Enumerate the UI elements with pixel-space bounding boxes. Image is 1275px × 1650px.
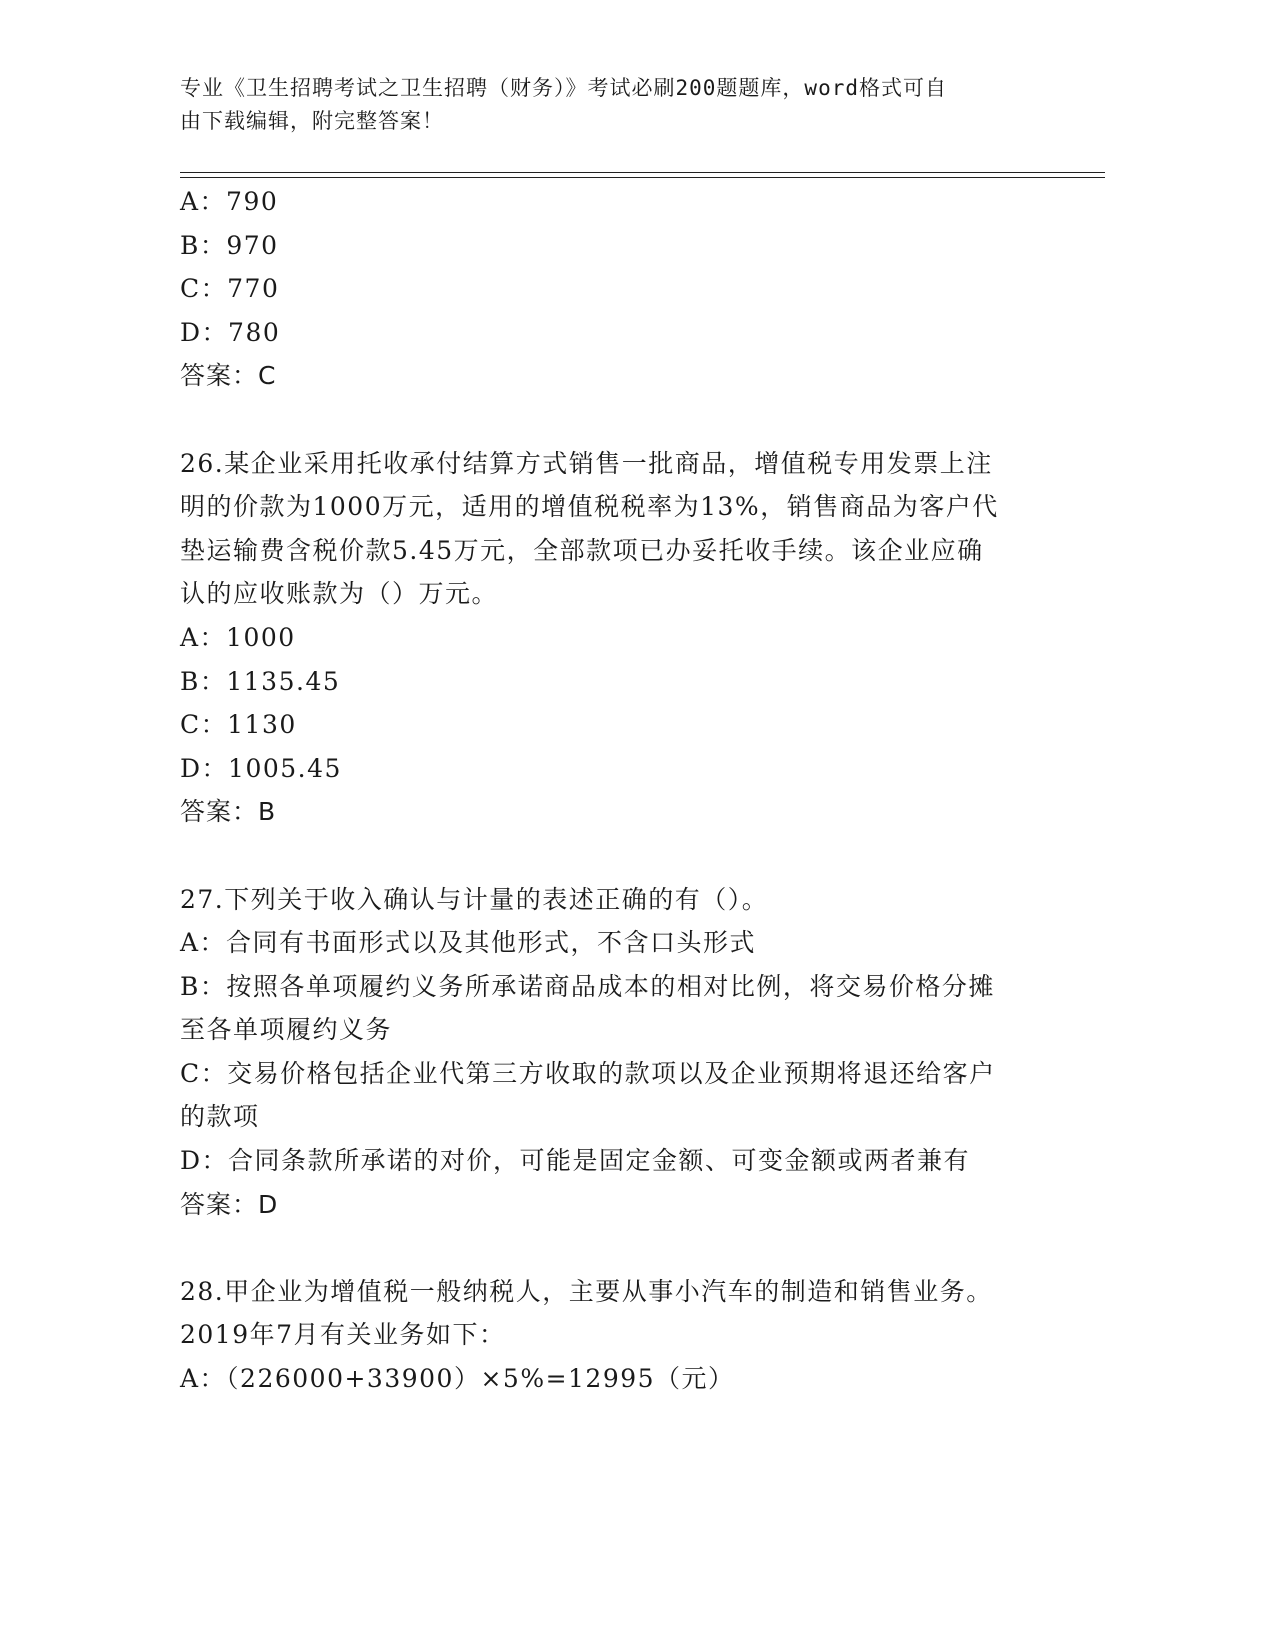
option-c-continued: 的款项 xyxy=(180,1102,260,1132)
question-content xyxy=(180,180,1060,1401)
option-c: C：1130 xyxy=(180,710,297,740)
option-b: B：按照各单项履约义务所承诺商品成本的相对比例，将交易价格分摊 xyxy=(180,971,995,1001)
option-d: D：1005.45 xyxy=(180,753,342,783)
option-a: A：合同有书面形式以及其他形式，不含口头形式 xyxy=(180,928,757,958)
spacer xyxy=(180,398,1060,442)
question-stem-line: 28.甲企业为增值税一般纳税人，主要从事小汽车的制造和销售业务。 xyxy=(180,1276,993,1306)
question-28 xyxy=(180,1270,1060,1401)
header-line-2: 由下载编辑，附完整答案！ xyxy=(180,109,444,133)
question-27 xyxy=(180,878,1060,1227)
header-divider-top xyxy=(180,172,1105,173)
spacer xyxy=(180,1226,1060,1270)
option-c: C：770 xyxy=(180,274,280,304)
question-stem-line: 2019年7月有关业务如下： xyxy=(180,1320,506,1350)
answer-line: 答案：C xyxy=(180,361,277,391)
document-header xyxy=(180,72,1030,138)
option-b: B：970 xyxy=(180,230,279,260)
answer-line: 答案：D xyxy=(180,1189,279,1219)
option-c: C：交易价格包括企业代第三方收取的款项以及企业预期将退还给客户 xyxy=(180,1058,996,1088)
option-d: D：780 xyxy=(180,317,281,347)
option-b-continued: 至各单项履约义务 xyxy=(180,1015,393,1045)
question-26 xyxy=(180,442,1060,834)
option-d: D：合同条款所承诺的对价，可能是固定金额、可变金额或两者兼有 xyxy=(180,1146,971,1176)
question-stem-line: 认的应收账款为（）万元。 xyxy=(180,579,499,609)
option-a: A：1000 xyxy=(180,622,296,652)
option-b: B：1135.45 xyxy=(180,666,341,696)
option-a: A：790 xyxy=(180,187,279,216)
question-stem-line: 27.下列关于收入确认与计量的表述正确的有（）。 xyxy=(180,884,769,914)
header-line-1: 专业《卫生招聘考试之卫生招聘（财务）》考试必刷200题题库，word格式可自 xyxy=(180,76,947,100)
option-a: A：（226000+33900）×5%=12995（元） xyxy=(180,1364,735,1394)
question-25 xyxy=(180,180,1060,398)
question-stem-line: 明的价款为1000万元，适用的增值税税率为13%，销售商品为客户代 xyxy=(180,492,999,522)
spacer xyxy=(180,834,1060,878)
answer-line: 答案：B xyxy=(180,797,277,827)
question-stem-line: 垫运输费含税价款5.45万元，全部款项已办妥托收手续。该企业应确 xyxy=(180,535,984,565)
question-stem-line: 26.某企业采用托收承付结算方式销售一批商品，增值税专用发票上注 xyxy=(180,448,993,478)
header-divider-bottom xyxy=(180,177,1105,178)
